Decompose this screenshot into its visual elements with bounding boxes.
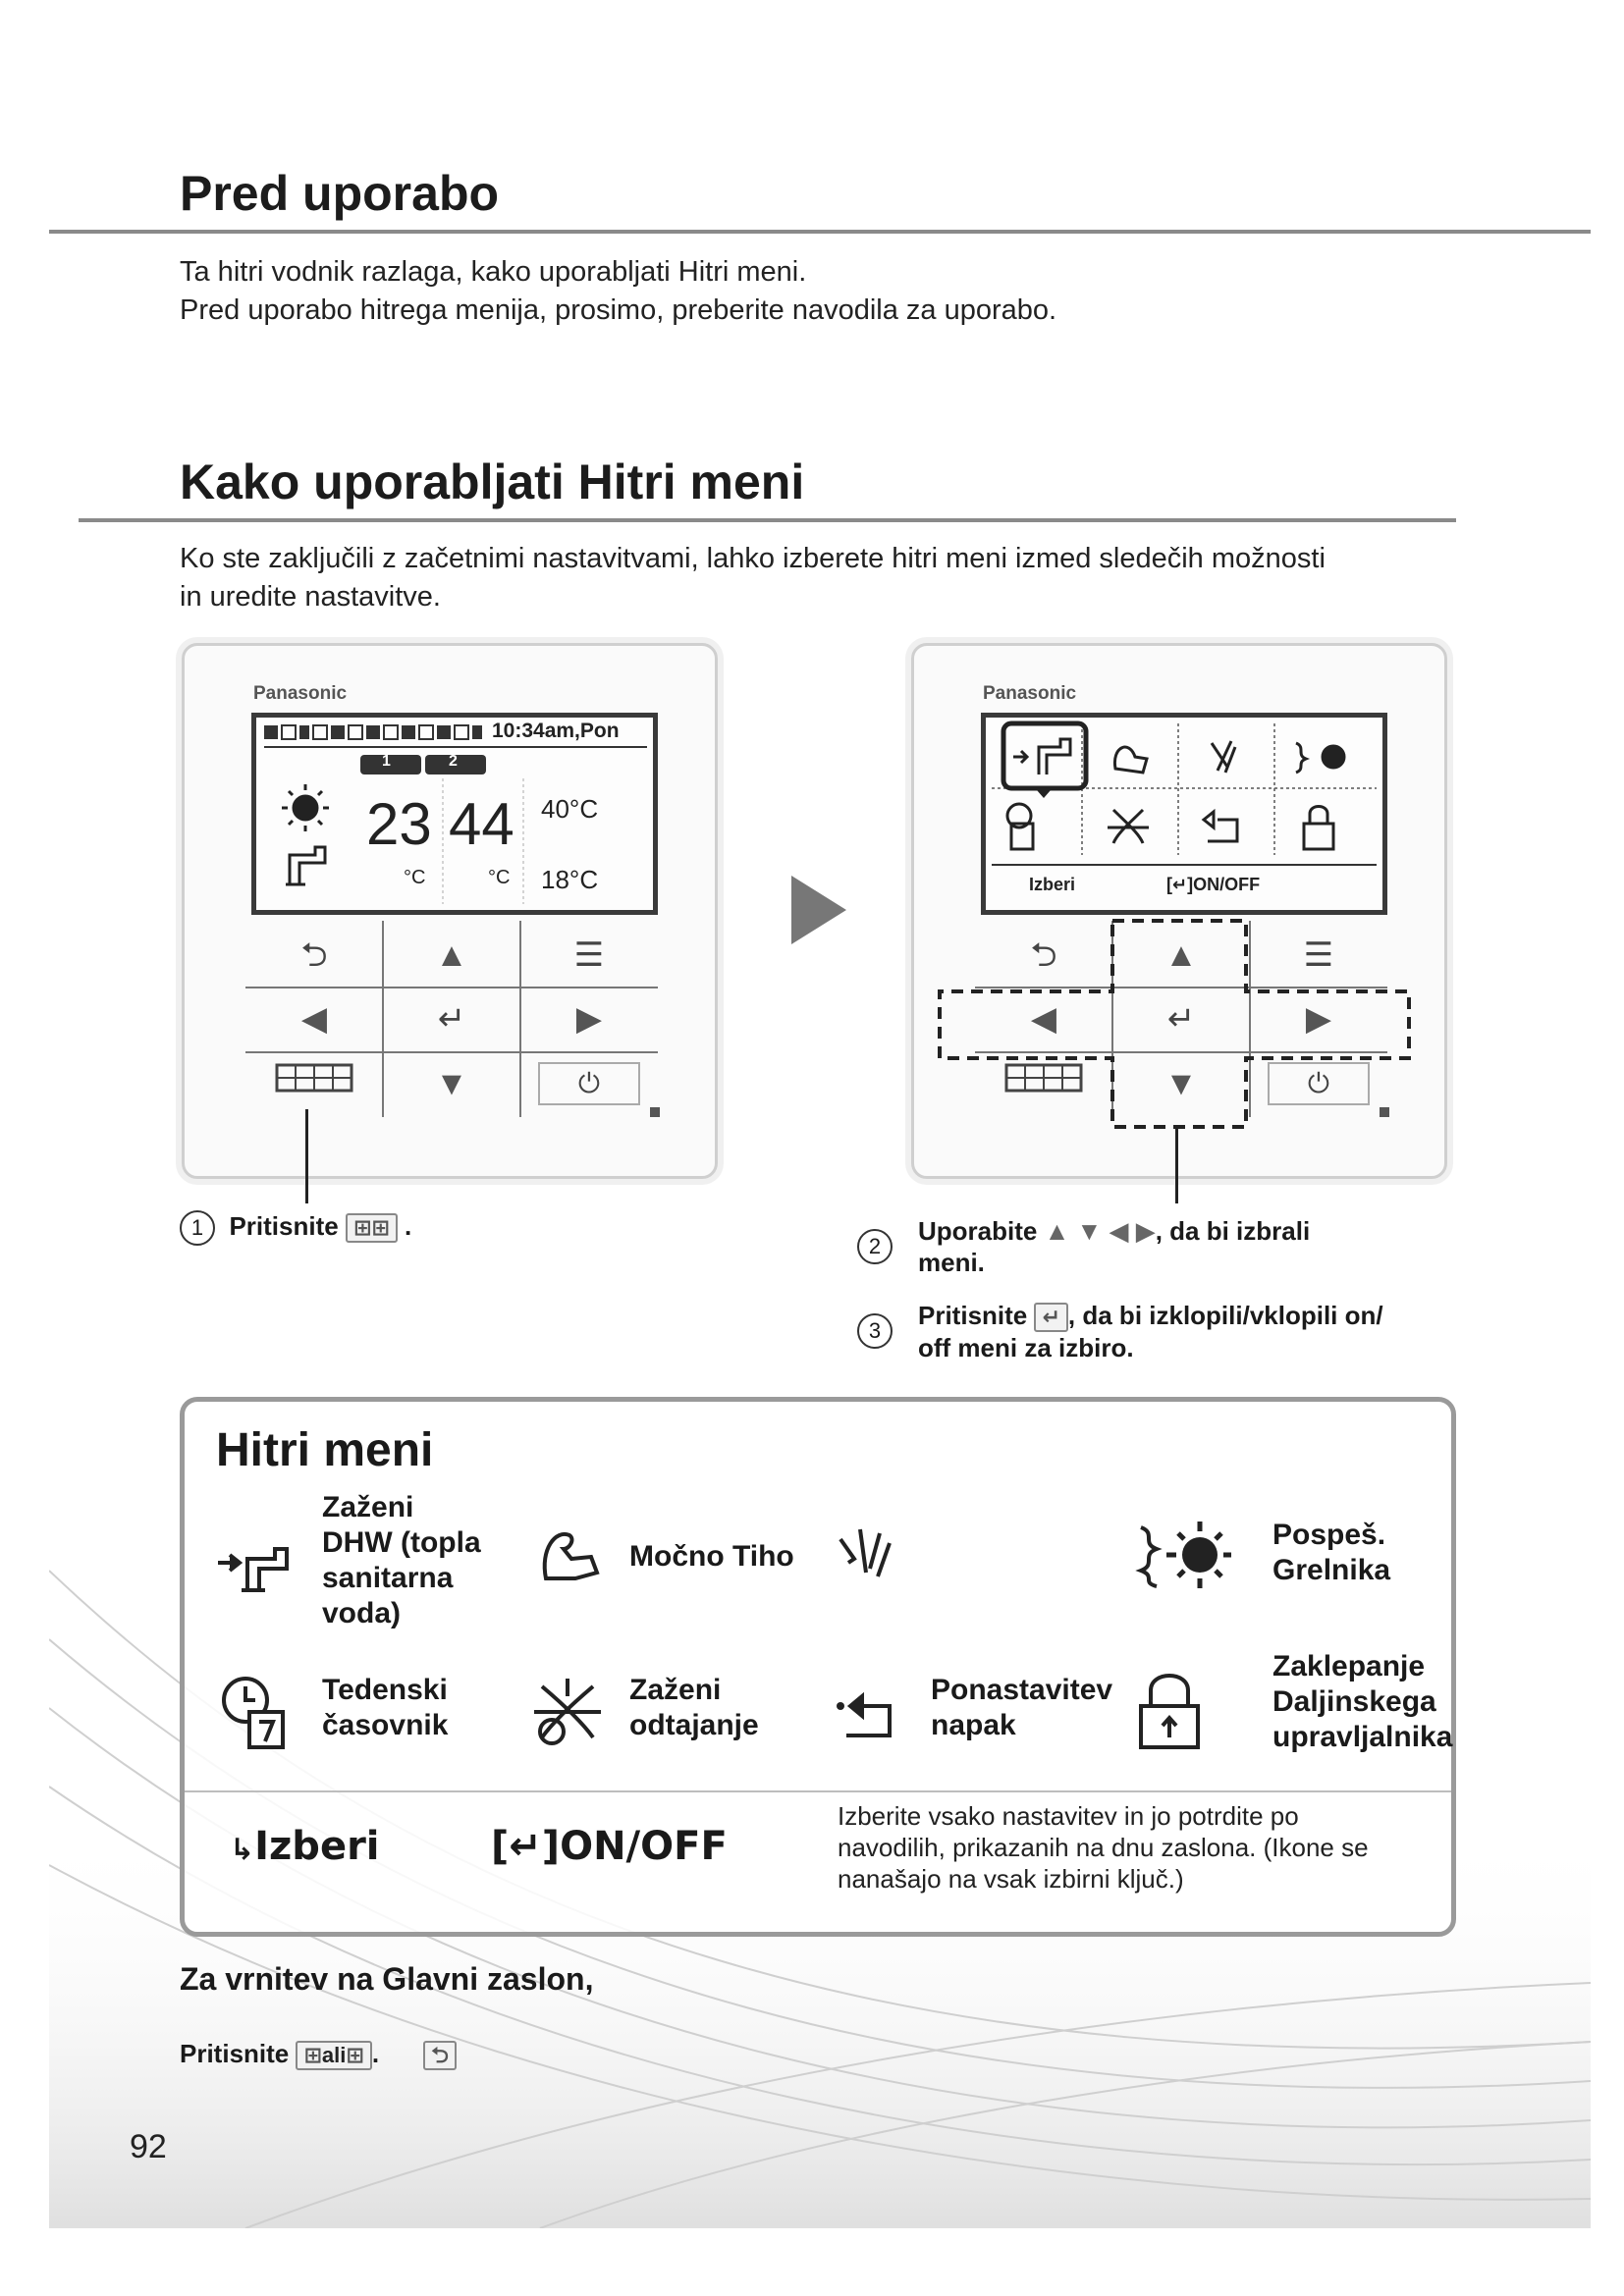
step-2-caption bbox=[857, 1215, 1310, 1278]
zone-1-temp: 23 bbox=[366, 791, 432, 857]
quick-menu-icon bbox=[275, 1061, 353, 1095]
intro-line-2: Pred uporabo hitrega menija, prosimo, preberite navodila za uporabo. bbox=[180, 294, 1057, 326]
item-label-tedenski-casovnik: Tedenski časovnik bbox=[322, 1674, 449, 1741]
page-number: 92 bbox=[130, 2128, 167, 2165]
remote-controller-main-screen bbox=[182, 643, 718, 1179]
enter-button[interactable]: ↵ bbox=[1166, 1000, 1196, 1038]
title-divider bbox=[79, 518, 1456, 522]
enter-button[interactable]: ↵ bbox=[437, 1000, 466, 1038]
powerful-icon bbox=[536, 1520, 605, 1588]
tank-temp: 40°C bbox=[541, 794, 599, 824]
pointer-line-2 bbox=[1175, 1127, 1178, 1203]
step-text: Pritisnite bbox=[229, 1211, 339, 1241]
step-text: Pritisnite bbox=[918, 1301, 1028, 1330]
or-word: ali bbox=[321, 2043, 347, 2068]
lcd-screen-quick-menu bbox=[981, 713, 1387, 915]
section-title-pred-uporabo: Pred uporabo bbox=[180, 166, 500, 221]
quick-menu-key-icon: ⊞ali⊞ bbox=[296, 2041, 371, 2070]
intro-line-1: Ta hitri vodnik razlaga, kako uporabljati Hitri meni. bbox=[180, 256, 807, 288]
panel-divider bbox=[185, 1790, 1451, 1792]
power-button[interactable] bbox=[530, 1054, 648, 1113]
up-button[interactable]: ▲ bbox=[435, 936, 468, 974]
status-led bbox=[650, 1107, 660, 1117]
step-3-caption bbox=[857, 1300, 1383, 1363]
section2-line-1: Ko ste zaključili z začetnimi nastavitvami, lahko izberete hitri meni izmed sledečih možnosti bbox=[180, 543, 1326, 574]
item-label-dhw: Zaženi DHW (topla sanitarna voda) bbox=[322, 1491, 481, 1629]
lcd-screen-main bbox=[251, 713, 658, 915]
clock-display: 10:34am,Pon bbox=[492, 720, 620, 742]
left-button[interactable]: ◀ bbox=[300, 1000, 328, 1038]
section2-line-2: in uredite nastavitve. bbox=[180, 581, 441, 613]
back-button[interactable]: ⮌ bbox=[300, 936, 328, 974]
step-1-caption bbox=[180, 1210, 411, 1246]
remote-controller-quick-menu bbox=[911, 643, 1447, 1179]
item-label-zaklepanje: Zaklepanje Daljinskega upravljalnika bbox=[1272, 1650, 1453, 1753]
step-text: Uporabite bbox=[918, 1216, 1038, 1246]
back-button[interactable]: ⮌ bbox=[1030, 936, 1057, 974]
quiet-icon bbox=[831, 1520, 899, 1588]
step-text: off meni za izbiro. bbox=[918, 1333, 1134, 1363]
heater-boost-icon bbox=[1135, 1518, 1233, 1590]
zone-2-unit: °C bbox=[488, 867, 511, 888]
hitri-meni-panel bbox=[180, 1397, 1456, 1937]
step-text: , da bi izbrali bbox=[1155, 1216, 1311, 1246]
step-end: . bbox=[405, 1211, 412, 1241]
right-button[interactable]: ▶ bbox=[1305, 1000, 1332, 1038]
up-button[interactable]: ▲ bbox=[1164, 936, 1198, 974]
step-number: 1 bbox=[180, 1210, 215, 1246]
error-reset-icon bbox=[833, 1679, 901, 1747]
weekly-timer-icon bbox=[220, 1673, 289, 1751]
down-button[interactable]: ▼ bbox=[435, 1065, 468, 1102]
menu-button[interactable]: ☰ bbox=[573, 936, 605, 974]
footer-onoff: [↵]ON/OFF bbox=[491, 1824, 728, 1869]
power-icon: ⏻ bbox=[538, 1062, 640, 1105]
status-led bbox=[1380, 1107, 1389, 1117]
arrow-keys-icons: ▲ ▼ ◀ ▶ bbox=[1044, 1216, 1156, 1246]
return-instruction: Pritisnite ⊞ali⊞ . ⮌ bbox=[180, 2038, 457, 2070]
power-icon: ⏻ bbox=[1268, 1062, 1370, 1105]
footer-izberi: ↳Izberi bbox=[230, 1824, 380, 1869]
brand-logo: Panasonic bbox=[983, 683, 1077, 704]
defrost-icon bbox=[528, 1673, 607, 1751]
next-arrow-icon bbox=[791, 876, 846, 944]
quick-menu-button[interactable] bbox=[255, 1054, 373, 1113]
quick-menu-key-icon: ⊞⊞ bbox=[346, 1213, 398, 1243]
select-arrow-icon: ↳ bbox=[230, 1833, 255, 1867]
brand-logo: Panasonic bbox=[253, 683, 348, 704]
item-label-ponastavitev-napak: Ponastavitev napak bbox=[931, 1674, 1113, 1741]
panel-title: Hitri meni bbox=[216, 1424, 434, 1476]
left-button[interactable]: ◀ bbox=[1030, 1000, 1057, 1038]
outdoor-temp: 18°C bbox=[541, 865, 599, 894]
screen-izberi-label: Izberi bbox=[1029, 875, 1076, 894]
tap-icon bbox=[286, 847, 325, 884]
item-label-pospes-grelnika: Pospeš. Grelnika bbox=[1272, 1519, 1391, 1586]
section-title-hitri-meni: Kako uporabljati Hitri meni bbox=[180, 454, 805, 509]
lock-icon bbox=[1135, 1667, 1204, 1751]
quick-menu-icon bbox=[1004, 1061, 1083, 1095]
dhw-run-icon bbox=[214, 1525, 293, 1594]
down-button[interactable]: ▼ bbox=[1164, 1065, 1198, 1102]
pointer-line-1 bbox=[305, 1109, 308, 1203]
step-text: , da bi izklopili/vklopili on/ bbox=[1067, 1301, 1383, 1330]
enter-key-icon: ↵ bbox=[1034, 1303, 1067, 1332]
screen-onoff-label: [↵]ON/OFF bbox=[1166, 875, 1261, 894]
quick-menu-button[interactable] bbox=[985, 1054, 1103, 1113]
right-button[interactable]: ▶ bbox=[575, 1000, 603, 1038]
sun-icon bbox=[282, 784, 329, 831]
step-number: 2 bbox=[857, 1229, 893, 1264]
zone-2-tab: 2 bbox=[449, 753, 458, 770]
back-key-icon: ⮌ bbox=[423, 2041, 457, 2070]
zone-1-tab: 1 bbox=[382, 753, 391, 770]
step-number: 3 bbox=[857, 1313, 893, 1349]
item-label-zazeni-odtajanje: Zaženi odtajanje bbox=[629, 1674, 759, 1741]
footer-description: Izberite vsako nastavitev in jo potrdite po navodilih, prikazanih na dnu zaslona. (Ikone se nanašajo na vsak izbirni ključ.) bbox=[838, 1801, 1369, 1894]
zone-1-unit: °C bbox=[404, 867, 426, 888]
power-button[interactable] bbox=[1260, 1054, 1378, 1113]
item-label-mocno-tiho: Močno Tiho bbox=[629, 1540, 794, 1573]
return-heading: Za vrnitev na Glavni zaslon, bbox=[180, 1961, 594, 1997]
step-text: meni. bbox=[918, 1248, 985, 1277]
title-divider bbox=[49, 230, 1591, 234]
menu-button[interactable]: ☰ bbox=[1303, 936, 1334, 974]
zone-2-temp: 44 bbox=[449, 791, 514, 857]
